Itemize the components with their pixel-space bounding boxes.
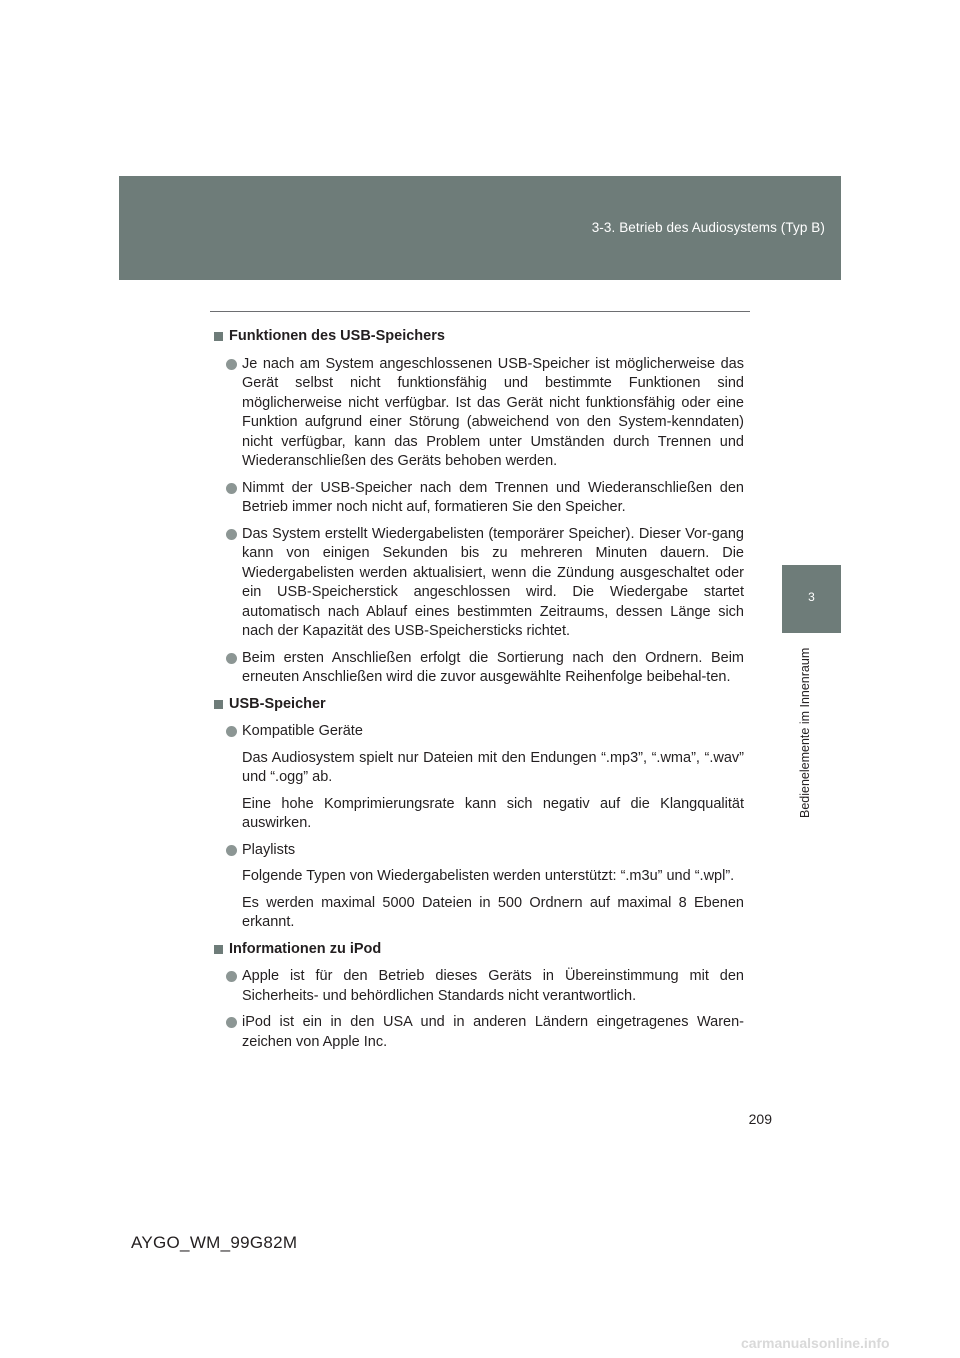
section-heading [214, 940, 744, 960]
square-bullet-icon [214, 332, 223, 341]
list-item [214, 525, 744, 642]
circle-bullet-icon [226, 359, 237, 370]
circle-bullet-icon [226, 726, 237, 737]
list-item-text: iPod ist ein in den USA und in anderen Ländern eingetragenes Waren-zeichen von Apple Inc. [242, 1014, 744, 1050]
list-item [214, 355, 744, 472]
list-item-text: Playlists [242, 841, 296, 858]
list-item-text: Beim ersten Anschließen erfolgt die Sortierung nach den Ordnern. Beim erneuten Anschließen wird die zuvor ausgewählte Reihenfolge beibehal-ten. [242, 649, 744, 685]
circle-bullet-icon [226, 483, 237, 494]
square-bullet-icon [214, 945, 223, 954]
section-heading-text: Funktionen des USB-Speichers [229, 328, 445, 344]
circle-bullet-icon [226, 971, 237, 982]
page-number: 209 [748, 1111, 772, 1127]
circle-bullet-icon [226, 529, 237, 540]
section-ipod-info [214, 940, 744, 1053]
chapter-number: 3 [808, 590, 815, 604]
section-heading [214, 695, 744, 715]
section-heading-text: USB-Speicher [229, 695, 326, 712]
list-item-text: Das System erstellt Wiedergabelisten (temporärer Speicher). Dieser Vor-gang kann von einigen Sekunden bis zu mehreren Minuten dauern. Die Wiedergabelisten werden aktualisiert, wenn die Zündung ausgeschaltet oder ein USB-Speicherstick angeschlossen wird. Die Wiedergabe startet automatisch nach Ablauf eines bestimmten Zeitraums, dessen Länge sich nach der Kapazität des USB-Speichersticks richtet. [242, 525, 744, 639]
list-item [214, 967, 744, 1006]
chapter-tab [782, 565, 841, 633]
list-item-text: Kompatible Geräte [242, 723, 363, 739]
main-content [214, 327, 744, 1059]
square-bullet-icon [214, 700, 223, 709]
paragraph: Es werden maximal 5000 Dateien in 500 Ordnern auf maximal 8 Ebenen erkannt. [242, 894, 744, 930]
list-item-text: Apple ist für den Betrieb dieses Geräts in Übereinstimmung mit den Sicherheits- und behördlichen Standards nicht verantwortlich. [242, 968, 744, 1004]
list-item [214, 1013, 744, 1052]
section-heading [214, 327, 744, 347]
list-item [214, 479, 744, 518]
document-code: AYGO_WM_99G82M [131, 1233, 298, 1252]
section-usb-functions [214, 327, 744, 688]
section-title: 3-3. Betrieb des Audiosystems (Typ B) [591, 220, 825, 235]
watermark: carmanualsonline.info [741, 1335, 890, 1351]
list-item [214, 722, 744, 742]
header-band [119, 176, 841, 280]
list-item [214, 841, 744, 861]
divider [210, 311, 750, 312]
list-item [214, 649, 744, 688]
list-item-text: Nimmt der USB-Speicher nach dem Trennen und Wiederanschließen den Betrieb immer noch nicht auf, formatieren Sie den Speicher. [242, 479, 744, 515]
paragraph: Folgende Typen von Wiedergabelisten werden unterstützt: “.m3u” und “.wpl”. [242, 868, 735, 884]
paragraph: Das Audiosystem spielt nur Dateien mit den Endungen “.mp3”, “.wma”, “.wav” und “.ogg” ab. [242, 749, 744, 785]
circle-bullet-icon [226, 653, 237, 664]
circle-bullet-icon [226, 1017, 237, 1028]
paragraph: Eine hohe Komprimierungsrate kann sich negativ auf die Klangqualität auswirken. [242, 795, 744, 831]
section-usb-memory [214, 695, 744, 933]
circle-bullet-icon [226, 845, 237, 856]
chapter-label: Bedienelemente im Innenraum [798, 648, 812, 819]
list-item-text: Je nach am System angeschlossenen USB-Speicher ist möglicherweise das Gerät selbst nicht funktionsfähig und bestimmte Funktionen sind möglicherweise nicht verfügbar. Ist das Gerät nicht funktionsfähig oder eine Funktion aufgrund einer Störung (abweichend von den System-kenndaten) nicht verfügbar, kann das Problem unter Umständen durch Trennen und Wiederanschließen des Geräts behoben werden. [242, 355, 744, 469]
section-heading-text: Informationen zu iPod [229, 940, 382, 957]
